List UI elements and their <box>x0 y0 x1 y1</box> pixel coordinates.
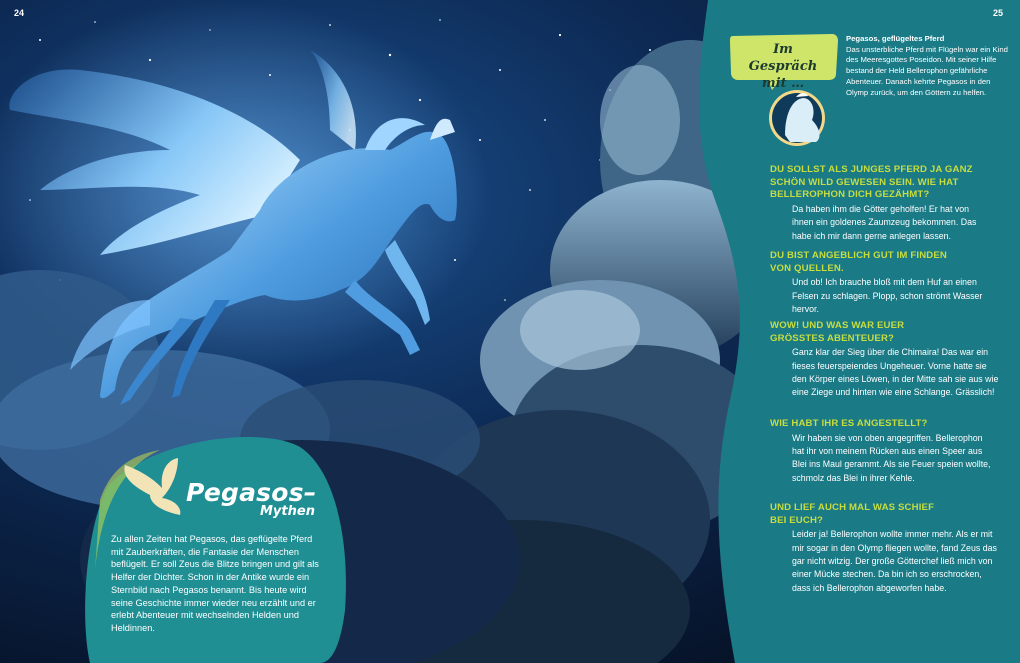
qa-block-3 <box>770 320 1010 400</box>
answer-5: Leider ja! Bellerophon wollte immer mehr. Als er mit mir sogar in den Olymp fliegen wollte, fand Zeus das gar nicht witzig. Der große Götterchef ließ mich von einer Mücke stechen. Da bin ich so erschrocken, dass ich Bellerophon abgeworfen habe. <box>792 529 997 593</box>
answer-4: Wir haben sie von oben angegriffen. Bellerophon hat ihr von meinem Rücken aus einen Speer aus Blei ins Maul gerammt. Als sie Feuer speien wollte, schmolz das Blei in ihrer Kehle. <box>792 432 991 483</box>
qa-block-2 <box>770 250 1010 316</box>
answer-3: Ganz klar der Sieg über die Chimaira! Das war ein fieses feuerspeiendes Ungeheuer. Vorne hatte sie den Körper eines Löwen, in der Mitte sah sie aus wie eine Ziege und hinten wie eine Schlange. Grässlich! <box>792 347 999 398</box>
question-3: WOW! UND WAS WAR EUER GRÖSSTES ABENTEUER? <box>770 320 905 344</box>
page-number-left: 24 <box>14 8 25 18</box>
question-4: WIE HABT IHR ES ANGESTELLT? <box>770 418 928 429</box>
interview-intro <box>846 34 1008 98</box>
bubble-line-1: Im Gespräch <box>748 42 818 74</box>
interview-bubble <box>737 41 829 92</box>
myth-body-text: Zu allen Zeiten hat Pegasos, das geflügelte Pferd mit Zauberkräften, die Fantasie der Menschen beflügelt. Er soll Zeus die Blitze bringen und gilt als Helfer der Dichter. Schon in der Antike wurde ein Sternbild nach Pegasos benannt. Bis heute wird seine Geschichte immer wieder neu erzählt und er erlebt Abenteuer mit wechselnden Helden und Heldinnen. <box>111 534 319 633</box>
qa-block-1 <box>770 164 1010 243</box>
myth-subtitle: Mythen <box>260 504 315 519</box>
intro-text: Das unsterbliche Pferd mit Flügeln war ein Kind des Meeresgottes Poseidon. Mit seiner Hilfe bestand der Held Bellerophon gefährliche Abenteuer. Danach kehrte Pegasos in den Olymp zurück, um den Göttern zu helfen. <box>846 44 1008 97</box>
myth-title: Pegasos– <box>186 478 317 507</box>
page-number-right: 25 <box>993 8 1004 18</box>
intro-title: Pegasos, geflügeltes Pferd <box>846 34 945 43</box>
answer-2: Und ob! Ich brauche bloß mit dem Huf an einen Felsen zu schlagen. Plopp, schon strömt Wasser hervor. <box>792 277 983 314</box>
pegasus-portrait <box>769 90 825 146</box>
question-2: DU BIST ANGEBLICH GUT IM FINDEN VON QUELLEN. <box>770 250 947 274</box>
bubble-line-2: mit … <box>761 76 805 91</box>
qa-block-5 <box>770 502 1010 595</box>
qa-block-4 <box>770 418 1010 485</box>
answer-1: Da haben ihm die Götter geholfen! Er hat von ihnen ein goldenes Zaumzeug bekommen. Das habe ich mir dann gerne anlegen lassen. <box>792 204 977 241</box>
question-5: UND LIEF AUCH MAL WAS SCHIEF BEI EUCH? <box>770 502 935 526</box>
question-1: DU SOLLST ALS JUNGES PFERD JA GANZ SCHÖN WILD GEWESEN SEIN. WIE HAT BELLEROPHON DICH GEZÄHMT? <box>770 164 973 201</box>
